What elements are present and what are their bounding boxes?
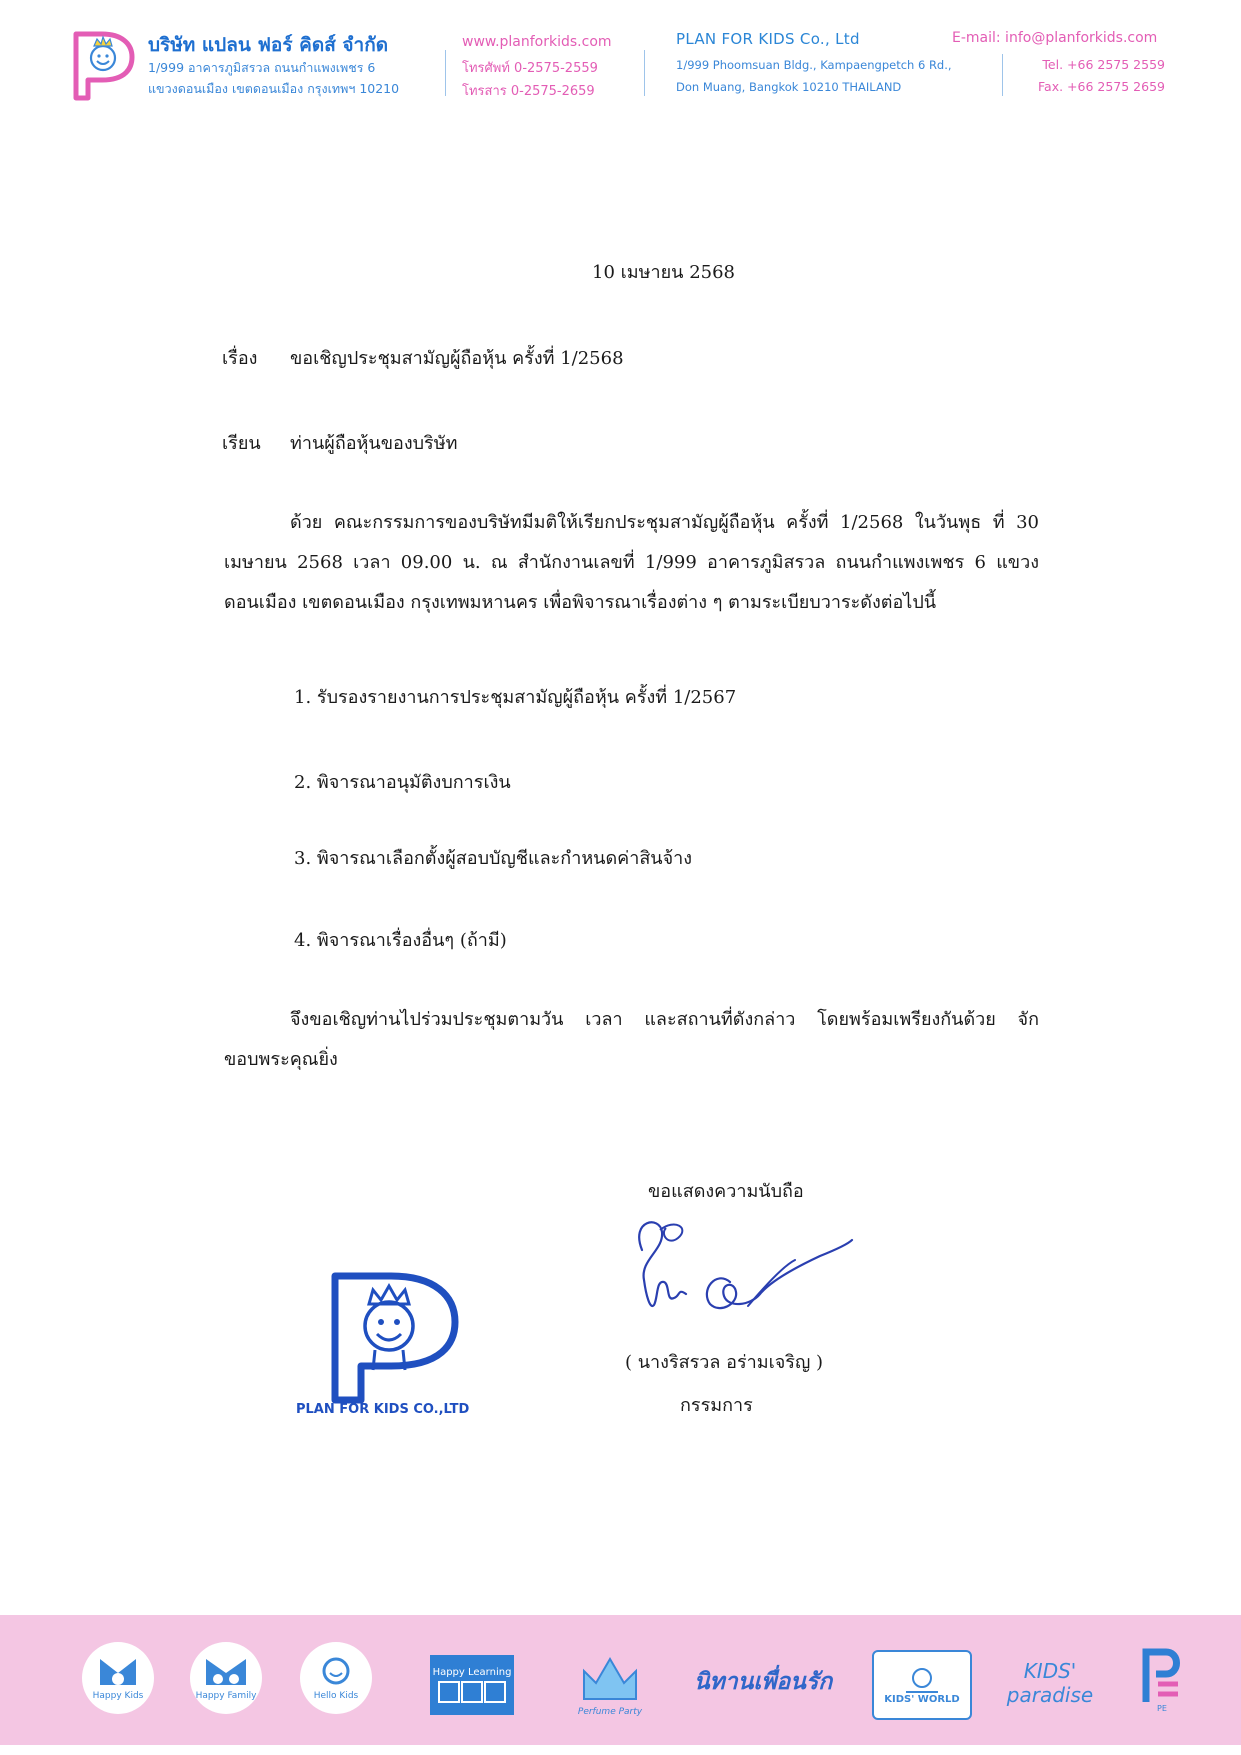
stamp-text: PLAN FOR KIDS CO.,LTD: [296, 1402, 470, 1417]
brand-label: PE: [1157, 1703, 1167, 1713]
company-address-english-line1: 1/999 Phoomsuan Bldg., Kampaengpetch 6 Rd.,: [676, 58, 952, 72]
intro-paragraph: [224, 503, 1039, 623]
brand-badge-nithan: นิทานเพื่อนรัก: [693, 1669, 833, 1695]
brand-badge-pe: [1142, 1644, 1182, 1716]
recipient-text: ท่านผู้ถือหุ้นของบริษัท: [290, 433, 458, 454]
agenda-item: 3. พิจารณาเลือกตั้งผู้สอบบัญชีและกำหนดค่าสินจ้าง: [294, 848, 693, 869]
brand-badge-happy-family: [190, 1642, 262, 1714]
email-link[interactable]: E-mail: info@planforkids.com: [952, 30, 1158, 46]
letter-date: 10 เมษายน 2568: [592, 262, 735, 283]
company-name-english: PLAN FOR KIDS Co., Ltd: [676, 30, 860, 48]
brand-badge-kids-world: [872, 1650, 972, 1720]
hello-kids-icon: [316, 1655, 356, 1689]
recipient-label: เรียน: [222, 433, 261, 454]
brand-label: KIDS' WORLD: [884, 1693, 960, 1705]
company-address-thai-line1: 1/999 อาคารภูมิสรวล ถนนกำแพงเพชร 6: [148, 60, 376, 75]
happy-kids-icon: [98, 1655, 138, 1689]
brand-label: Hello Kids: [313, 1691, 359, 1701]
subject-text: ขอเชิญประชุมสามัญผู้ถือหุ้น ครั้งที่ 1/2568: [290, 348, 624, 369]
intro-text: ด้วย คณะกรรมการของบริษัทมีมติให้เรียกประชุมสามัญผู้ถือหุ้น ครั้งที่ 1/2568 ในวันพุธ ที่ 30 เมษายน 2568 เวลา 09.00 น. ณ สำนักงานเลขที่ 1/999 อาคารภูมิสรวล ถนนกำแพงเพชร 6 แขวง ดอนเมือง เขตดอนเมือง กรุงเทพมหานคร เพื่อพิจารณาเรื่องต่าง ๆ ตามระเบียบวาระดังต่อไปนี้: [224, 512, 1039, 613]
phone-english: Tel. +66 2575 2559: [1042, 57, 1165, 72]
header-divider: [644, 50, 645, 96]
company-address-thai-line2: แขวงดอนเมือง เขตดอนเมือง กรุงเทพฯ 10210: [148, 81, 400, 96]
pe-logo-icon: [1142, 1648, 1182, 1704]
signer-name: ( นางริสรวล อร่ามเจริญ ): [625, 1352, 824, 1373]
brand-label: Happy Learning: [432, 1666, 512, 1678]
fax-thai: โทรสาร 0-2575-2659: [462, 84, 595, 99]
brand-badge-perfume-party: [575, 1645, 645, 1723]
header-divider: [1002, 54, 1003, 96]
signer-position: กรรมการ: [680, 1395, 753, 1416]
website-link[interactable]: www.planforkids.com: [462, 34, 612, 50]
agenda-item: 2. พิจารณาอนุมัติงบการเงิน: [294, 772, 511, 793]
subject-label: เรื่อง: [222, 348, 258, 369]
signature: [620, 1210, 860, 1330]
header-divider: [445, 50, 446, 96]
brand-badge-happy-learning: [430, 1655, 514, 1715]
kids-world-icon: [902, 1666, 942, 1694]
company-address-english-line2: Don Muang, Bangkok 10210 THAILAND: [676, 80, 902, 94]
crown-icon: [578, 1651, 642, 1707]
agenda-item: 4. พิจารณาเรื่องอื่นๆ (ถ้ามี): [294, 930, 507, 951]
closing-text: จึงขอเชิญท่านไปร่วมประชุมตามวัน เวลา และสถานที่ดังกล่าว โดยพร้อมเพรียงกันด้วย จักขอบพระคุณยิ่ง: [224, 1009, 1039, 1070]
brand-label: Happy Kids: [92, 1691, 144, 1701]
brand-label: Happy Family: [195, 1691, 257, 1701]
closing-paragraph: [224, 1000, 1039, 1080]
company-logo: [72, 30, 136, 102]
brand-label: Perfume Party: [577, 1707, 643, 1717]
brand-badge-happy-kids: [82, 1642, 154, 1714]
happy-family-icon: [204, 1655, 248, 1689]
happy-learning-icon: [437, 1678, 507, 1704]
brand-badge-hello-kids: [300, 1642, 372, 1714]
phone-thai: โทรศัพท์ 0-2575-2559: [462, 61, 598, 76]
company-name-thai: บริษัท แปลน ฟอร์ คิดส์ จำกัด: [148, 34, 389, 56]
regards-text: ขอแสดงความนับถือ: [648, 1181, 804, 1202]
fax-english: Fax. +66 2575 2659: [1038, 79, 1165, 94]
stamp-logo: [325, 1270, 465, 1410]
brand-badge-kids-paradise: KIDS' paradise: [1006, 1659, 1094, 1707]
agenda-item: 1. รับรองรายงานการประชุมสามัญผู้ถือหุ้น ครั้งที่ 1/2567: [294, 687, 737, 708]
